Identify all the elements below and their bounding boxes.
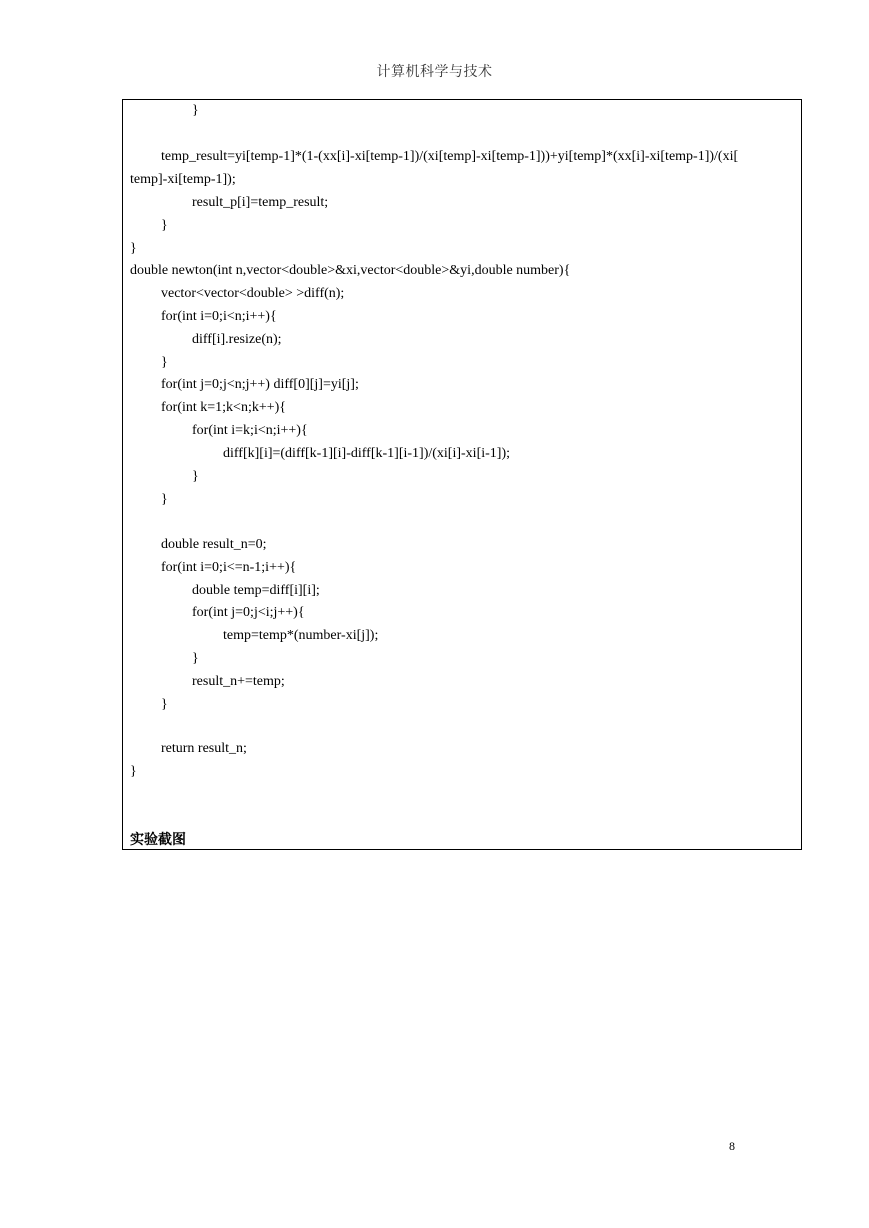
code-line: } <box>161 492 168 507</box>
code-line: for(int i=k;i<n;i++){ <box>192 423 308 438</box>
code-line: for(int i=0;i<n;i++){ <box>161 309 277 324</box>
code-line: diff[k][i]=(diff[k-1][i]-diff[k-1][i-1])/(xi[i]-xi[i-1]); <box>223 446 510 461</box>
code-line: temp_result=yi[temp-1]*(1-(xx[i]-xi[temp-1])/(xi[temp]-xi[temp-1]))+yi[temp]*(xx[i]-xi[temp-1])/(xi[ <box>161 149 739 164</box>
code-line: result_p[i]=temp_result; <box>192 195 329 210</box>
code-line: } <box>130 764 137 779</box>
code-line: vector<vector<double> >diff(n); <box>161 286 345 301</box>
code-line: result_n+=temp; <box>192 674 285 689</box>
code-line: return result_n; <box>161 741 247 756</box>
code-line: temp=temp*(number-xi[j]); <box>223 628 379 643</box>
code-line: } <box>161 697 168 712</box>
code-line: double result_n=0; <box>161 537 267 552</box>
code-line: } <box>192 103 199 118</box>
code-line: double newton(int n,vector<double>&xi,vector<double>&yi,double number){ <box>130 263 571 278</box>
page-number: 8 <box>729 1139 735 1153</box>
code-line: } <box>161 218 168 233</box>
code-line: diff[i].resize(n); <box>192 332 282 347</box>
code-line: } <box>192 469 199 484</box>
code-line: for(int i=0;i<=n-1;i++){ <box>161 560 297 575</box>
code-line: temp]-xi[temp-1]); <box>130 172 236 187</box>
code-line: for(int j=0;j<i;j++){ <box>192 605 305 620</box>
code-line: for(int k=1;k<n;k++){ <box>161 400 287 415</box>
code-line: } <box>130 241 137 256</box>
code-line: for(int j=0;j<n;j++) diff[0][j]=yi[j]; <box>161 377 359 392</box>
code-content-box <box>122 99 802 850</box>
code-line: double temp=diff[i][i]; <box>192 583 320 598</box>
section-title-screenshots: 实验截图 <box>130 832 186 848</box>
code-line: } <box>192 651 199 666</box>
page-header-title: 计算机科学与技术 <box>376 65 493 80</box>
code-line: } <box>161 355 168 370</box>
